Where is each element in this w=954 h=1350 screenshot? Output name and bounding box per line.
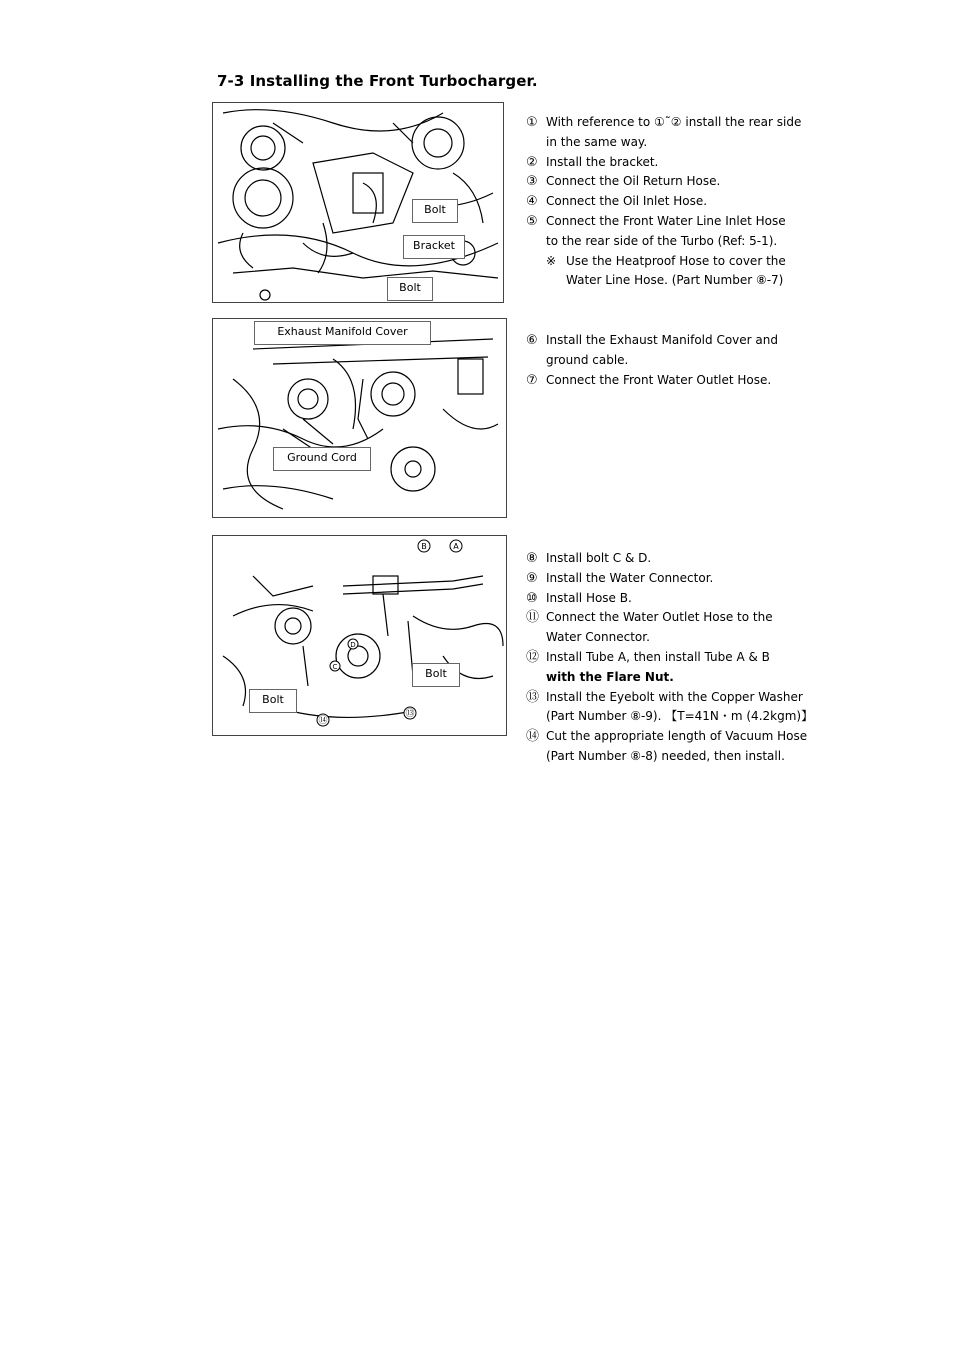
step-text: Connect the Front Water Outlet Hose. (546, 372, 772, 387)
step-text: Install the Eyebolt with the Copper Washer (546, 689, 803, 704)
marker-13: ⑬ (405, 709, 415, 719)
step-number: ① (526, 115, 538, 130)
step-text-continued: with the Flare Nut. (546, 669, 674, 684)
step-8 (526, 549, 813, 569)
step-2 (526, 153, 801, 173)
note-text: Use the Heatproof Hose to cover the (566, 253, 786, 268)
step-number: ⑭ (526, 729, 540, 745)
step-13 (526, 688, 813, 708)
step-text-continued: to the rear side of the Turbo (Ref: 5-1). (546, 233, 778, 248)
step-number: ④ (526, 194, 538, 210)
ground-cord-label: Ground Cord (273, 447, 371, 471)
step-text: With reference to ①˜② install the rear side (546, 115, 802, 129)
step-text: Install Hose B. (546, 590, 632, 605)
step-text-continued: (Part Number ⑧-9). 【T=41N・m (4.2kgm)】 (546, 709, 814, 724)
exhaust-cover-label: Exhaust Manifold Cover (254, 321, 431, 345)
steps-section-1 (526, 113, 801, 291)
steps-section-3 (526, 549, 813, 767)
step-number: ⑫ (526, 649, 540, 665)
step-number: ⑥ (526, 333, 538, 348)
bracket-label: Bracket (403, 235, 465, 259)
step-text: Connect the Front Water Line Inlet Hose (546, 213, 786, 228)
bolt-label-top: Bolt (412, 199, 458, 223)
step-5 (526, 212, 801, 232)
bolt-label-right: Bolt (412, 663, 460, 687)
step-14 (526, 727, 813, 747)
bolt-label-bottom: Bolt (387, 277, 433, 301)
note-text-continued: Water Line Hose. (Part Number ⑧-7) (566, 273, 784, 288)
marker-c: C (332, 663, 338, 671)
bolt-label-left: Bolt (249, 689, 297, 713)
steps-section-2 (526, 331, 778, 390)
step-number: ⑪ (526, 610, 540, 626)
figure-turbo-rear-install (212, 102, 504, 303)
step-9 (526, 569, 813, 589)
step-text: Cut the appropriate length of Vacuum Hose (546, 729, 808, 744)
step-number: ⑩ (526, 590, 538, 606)
step-text: Install bolt C & D. (546, 551, 652, 565)
marker-a: A (453, 542, 459, 551)
note-mark: ※ (546, 253, 557, 268)
engine-drawing-1 (213, 103, 503, 302)
step-10 (526, 589, 813, 609)
step-11 (526, 608, 813, 628)
step-number: ⑤ (526, 213, 538, 229)
step-text-continued: ground cable. (546, 352, 629, 367)
step-text: Install Tube A, then install Tube A & B (546, 649, 770, 664)
step-text-continued: in the same way. (546, 134, 648, 149)
marker-b: B (421, 542, 427, 551)
step-number: ② (526, 154, 538, 170)
note (526, 252, 801, 272)
step-text-continued: Water Connector. (546, 630, 650, 645)
step-number: ⑨ (526, 570, 538, 586)
step-text: Connect the Oil Inlet Hose. (546, 194, 708, 209)
step-text: Install the Exhaust Manifold Cover and (546, 333, 778, 347)
step-number: ⑦ (526, 372, 538, 388)
step-text: Connect the Oil Return Hose. (546, 174, 721, 189)
marker-14: ⑭ (318, 716, 328, 726)
step-text: Install the bracket. (546, 154, 659, 169)
figure-exhaust-manifold (212, 318, 507, 518)
step-12 (526, 648, 813, 668)
step-7 (526, 371, 778, 391)
step-text-continued: (Part Number ⑧-8) needed, then install. (546, 748, 785, 763)
step-text: Connect the Water Outlet Hose to the (546, 610, 773, 625)
engine-drawing-2 (213, 319, 506, 517)
step-number: ⑧ (526, 551, 538, 566)
step-3 (526, 172, 801, 192)
step-number: ⑬ (526, 689, 540, 705)
marker-d: D (350, 641, 356, 649)
step-number: ③ (526, 174, 538, 190)
step-4 (526, 192, 801, 212)
step-6 (526, 331, 778, 351)
step-1 (526, 113, 801, 133)
section-title: 7-3 Installing the Front Turbocharger. (217, 72, 538, 90)
figure-water-connector (212, 535, 507, 736)
step-text: Install the Water Connector. (546, 570, 714, 585)
